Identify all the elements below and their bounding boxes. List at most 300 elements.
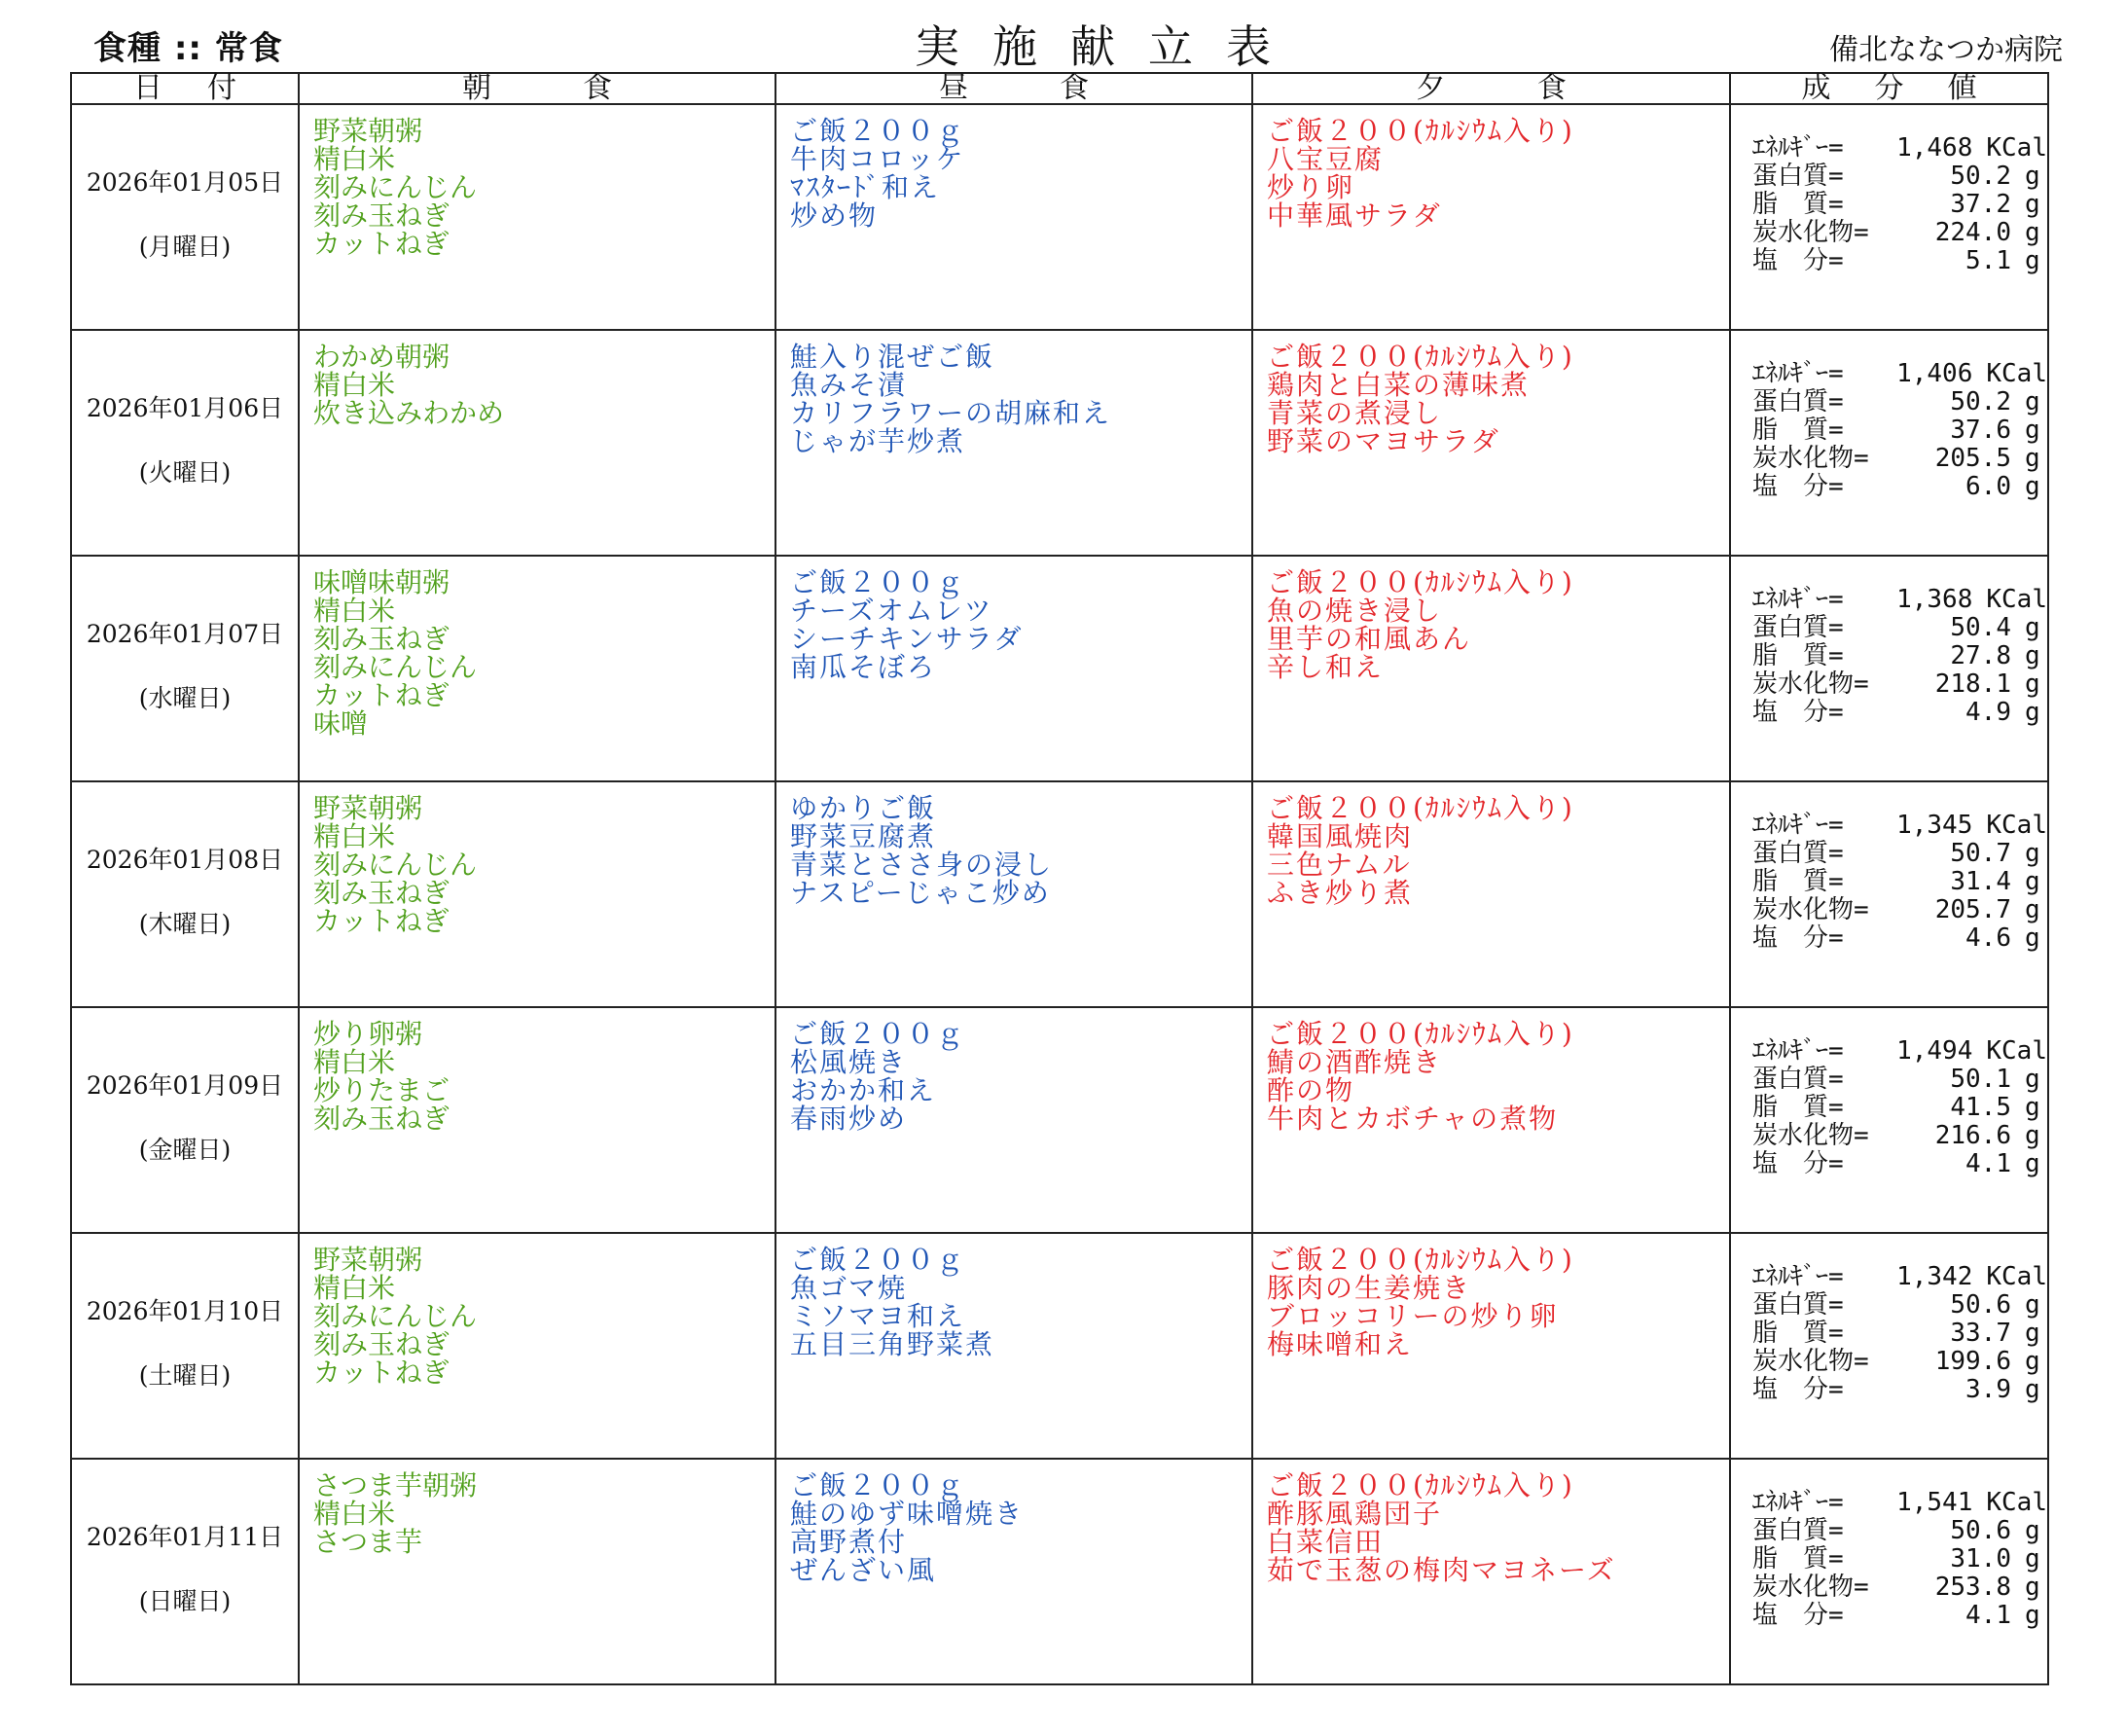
lunch-cell (775, 104, 1252, 330)
nutrition-row (1752, 614, 2047, 642)
nutrition-list (1731, 331, 2047, 501)
nutrient-value: 37.2 (1950, 190, 2011, 219)
nutrient-label: 炭水化物= (1752, 1121, 1869, 1150)
dinner-item: 三色ナムル (1267, 849, 1412, 881)
nutrient-label: 塩 分= (1752, 1601, 1844, 1630)
breakfast-item: 野菜朝粥 (313, 115, 423, 147)
dinner-item: 酢の物 (1267, 1074, 1355, 1106)
nutrient-label: 蛋白質= (1752, 1516, 1844, 1545)
breakfast-item: 刻み玉ねぎ (313, 877, 451, 909)
nutrient-label: 炭水化物= (1752, 444, 1869, 473)
nutrient-unit: g (2025, 444, 2040, 473)
nutrient-label: 塩 分= (1752, 698, 1844, 727)
lunch-cell (775, 556, 1252, 781)
dinner-item: 牛肉とカボチャの煮物 (1267, 1103, 1559, 1135)
nutrition-cell (1730, 330, 2048, 556)
nutrition-row (1752, 1122, 2047, 1150)
nutrient-value: 50.6 (1950, 1290, 2011, 1320)
dinner-item: 鯖の酒酢焼き (1267, 1046, 1443, 1078)
breakfast-item: 精白米 (313, 1272, 396, 1304)
lunch-items (776, 1460, 1251, 1584)
nutrient-label: ｴﾈﾙｷﾞｰ= (1752, 1488, 1844, 1517)
date-cell (71, 1233, 299, 1459)
nutrient-value: 4.6 (1965, 923, 2011, 953)
nutrient-value: 27.8 (1950, 641, 2011, 670)
nutrient-value: 1,406 (1896, 359, 1973, 388)
breakfast-item: 刻み玉ねぎ (313, 623, 451, 655)
nutrition-row (1752, 191, 2047, 219)
dinner-items (1253, 782, 1729, 907)
lunch-item: 野菜豆腐煮 (790, 820, 937, 852)
nutrition-cell (1730, 556, 2048, 781)
nutrient-value: 1,368 (1896, 585, 1973, 614)
dinner-item: 梅味噌和え (1267, 1328, 1414, 1360)
menu-body (71, 104, 2048, 1684)
dinner-item: 白菜信田 (1267, 1526, 1385, 1558)
lunch-item: ご飯２００ｇ (790, 115, 966, 147)
breakfast-items (300, 1008, 775, 1133)
dinner-item: 中華風サラダ (1267, 199, 1442, 232)
nutrient-label: 塩 分= (1752, 472, 1844, 501)
nutrition-row (1752, 1376, 2047, 1404)
breakfast-items (300, 1234, 775, 1387)
nutrient-unit: KCal (1986, 811, 2047, 840)
breakfast-item: カットねぎ (313, 1356, 450, 1389)
dinner-items (1253, 331, 1729, 455)
dinner-item: ご飯２００(ｶﾙｼｳﾑ入り) (1267, 566, 1574, 598)
header-nutrition-char: 値 (1947, 71, 1977, 105)
lunch-items (776, 1008, 1251, 1133)
nutrient-label: ｴﾈﾙｷﾞｰ= (1752, 585, 1844, 614)
nutrition-list (1731, 1460, 2047, 1630)
nutrient-unit: KCal (1986, 585, 2047, 614)
nutrient-value: 50.4 (1950, 613, 2011, 642)
lunch-item: シーチキンサラダ (790, 623, 1024, 655)
lunch-item: ぜんざい風 (790, 1554, 937, 1586)
nutrient-value: 50.6 (1950, 1516, 2011, 1545)
nutrient-label: 脂 質= (1752, 867, 1844, 896)
lunch-item: ご飯２００ｇ (790, 1244, 966, 1276)
breakfast-cell (299, 104, 775, 330)
breakfast-item: 刻み玉ねぎ (313, 1103, 451, 1135)
nutrition-row (1752, 1263, 2047, 1291)
nutrition-list (1731, 782, 2047, 953)
nutrient-unit: g (2025, 895, 2040, 924)
nutrient-value: 4.1 (1965, 1601, 2011, 1630)
weekday-text: (土曜日) (138, 1361, 232, 1390)
dinner-items (1253, 557, 1729, 681)
nutrition-row (1752, 1094, 2047, 1122)
breakfast-items (300, 1460, 775, 1556)
nutrient-unit: g (2025, 1375, 2040, 1404)
nutrient-value: 41.5 (1950, 1093, 2011, 1122)
dinner-item: 韓国風焼肉 (1267, 820, 1414, 852)
date-text: 2026年01月07日 (86, 620, 284, 648)
nutrient-label: 脂 質= (1752, 1093, 1844, 1122)
nutrition-row (1752, 924, 2047, 953)
lunch-item: 五目三角野菜煮 (790, 1328, 995, 1360)
weekday-text: (水曜日) (138, 684, 232, 712)
nutrient-label: 脂 質= (1752, 1319, 1844, 1348)
lunch-item: カリフラワーの胡麻和え (790, 397, 1112, 429)
nutrient-unit: g (2025, 218, 2040, 247)
breakfast-item: 野菜朝粥 (313, 792, 423, 824)
header-breakfast (299, 73, 775, 104)
dinner-item: 鶏肉と白菜の薄味煮 (1267, 369, 1531, 401)
breakfast-item: 精白米 (313, 820, 396, 852)
nutrition-row (1752, 642, 2047, 670)
nutrient-label: 塩 分= (1752, 923, 1844, 953)
breakfast-item: 精白米 (313, 1498, 396, 1530)
nutrition-row (1752, 388, 2047, 416)
dinner-cell (1252, 781, 1730, 1007)
lunch-item: 魚みそ漬 (790, 369, 908, 401)
lunch-item: チーズオムレツ (790, 595, 993, 627)
nutrition-row (1752, 1517, 2047, 1545)
date-text: 2026年01月10日 (86, 1297, 284, 1325)
nutrient-value: 253.8 (1934, 1573, 2011, 1602)
header-dinner-char: 食 (1536, 71, 1567, 105)
nutrient-label: 脂 質= (1752, 1544, 1844, 1573)
nutrient-label: 蛋白質= (1752, 613, 1844, 642)
nutrient-unit: KCal (1986, 1262, 2047, 1291)
breakfast-item: 味噌味朝粥 (313, 566, 451, 598)
date-text: 2026年01月06日 (86, 394, 284, 422)
nutrient-unit: g (2025, 190, 2040, 219)
table-row (71, 556, 2048, 781)
lunch-item: ﾏｽﾀｰﾄﾞ和え (790, 171, 941, 203)
nutrition-row (1752, 812, 2047, 840)
dinner-item: 茹で玉葱の梅肉マヨネーズ (1267, 1554, 1616, 1586)
breakfast-item: 刻みにんじん (313, 1300, 478, 1332)
dinner-item: 野菜のマヨサラダ (1267, 425, 1500, 457)
nutrient-label: 塩 分= (1752, 1375, 1844, 1404)
nutrient-value: 50.1 (1950, 1065, 2011, 1094)
header-dinner (1252, 73, 1730, 104)
nutrient-unit: g (2025, 698, 2040, 727)
dinner-cell (1252, 1233, 1730, 1459)
nutrient-value: 5.1 (1965, 246, 2011, 275)
nutrient-label: 炭水化物= (1752, 669, 1869, 699)
nutrition-row (1752, 896, 2047, 924)
weekday-text: (月曜日) (138, 233, 232, 261)
table-row (71, 1007, 2048, 1233)
page-title: 実施献立表 (915, 20, 1304, 73)
breakfast-item: 刻みにんじん (313, 171, 478, 203)
header-date-char: 日 (133, 71, 162, 105)
nutrition-row (1752, 1150, 2047, 1178)
lunch-items (776, 331, 1251, 455)
header-lunch-char: 昼 (939, 71, 968, 105)
date-cell (71, 330, 299, 556)
dinner-items (1253, 1234, 1729, 1358)
lunch-items (776, 557, 1251, 681)
lunch-item: ナスピーじゃこ炒め (790, 877, 1051, 909)
breakfast-item: カットねぎ (313, 228, 450, 260)
nutrient-value: 31.0 (1950, 1544, 2011, 1573)
dinner-item: ご飯２００(ｶﾙｼｳﾑ入り) (1267, 1469, 1574, 1501)
nutrient-label: 炭水化物= (1752, 1347, 1869, 1376)
header-nutrition-char: 分 (1874, 71, 1904, 105)
lunch-cell (775, 781, 1252, 1007)
dinner-item: 豚肉の生姜焼き (1267, 1272, 1472, 1304)
table-row (71, 781, 2048, 1007)
nutrition-list (1731, 1008, 2047, 1178)
dinner-cell (1252, 1007, 1730, 1233)
breakfast-item: 刻みにんじん (313, 651, 478, 683)
nutrient-value: 1,468 (1896, 133, 1973, 163)
nutrient-value: 205.7 (1934, 895, 2011, 924)
table-header-row (71, 73, 2048, 104)
table-row (71, 1459, 2048, 1684)
lunch-item: ご飯２００ｇ (790, 1018, 966, 1050)
nutrition-row (1752, 445, 2047, 473)
date-text: 2026年01月11日 (86, 1523, 284, 1551)
date-text: 2026年01月09日 (86, 1071, 284, 1100)
lunch-item: じゃが芋炒煮 (790, 425, 966, 457)
nutrition-row (1752, 163, 2047, 191)
date-cell (71, 781, 299, 1007)
breakfast-item: 精白米 (313, 143, 396, 175)
nutrition-row (1752, 1573, 2047, 1602)
meal-type-label: 食種 :: 常食 (93, 29, 283, 68)
header-nutrition (1730, 73, 2048, 104)
lunch-item: ご飯２００ｇ (790, 566, 966, 598)
lunch-item: ゆかりご飯 (790, 792, 937, 824)
nutrition-row (1752, 586, 2047, 614)
nutrient-label: ｴﾈﾙｷﾞｰ= (1752, 1036, 1844, 1066)
nutrient-unit: g (2025, 246, 2040, 275)
nutrition-row (1752, 1291, 2047, 1320)
nutrition-row (1752, 416, 2047, 445)
table-row (71, 1233, 2048, 1459)
dinner-item: 里芋の和風あん (1267, 623, 1472, 655)
breakfast-item: さつま芋朝粥 (313, 1469, 478, 1501)
lunch-item: 炒め物 (790, 199, 879, 232)
dinner-item: 青菜の煮浸し (1267, 397, 1443, 429)
nutrient-unit: g (2025, 1290, 2040, 1320)
nutrition-row (1752, 670, 2047, 699)
dinner-item: ご飯２００(ｶﾙｼｳﾑ入り) (1267, 1244, 1574, 1276)
nutrient-unit: g (2025, 387, 2040, 416)
nutrient-unit: g (2025, 1093, 2040, 1122)
nutrition-row (1752, 1489, 2047, 1517)
nutrition-row (1752, 1348, 2047, 1376)
lunch-cell (775, 330, 1252, 556)
lunch-items (776, 105, 1251, 230)
nutrient-value: 4.9 (1965, 698, 2011, 727)
nutrient-value: 4.1 (1965, 1149, 2011, 1178)
nutrient-unit: g (2025, 1065, 2040, 1094)
nutrient-label: 蛋白質= (1752, 162, 1844, 191)
nutrition-cell (1730, 1459, 2048, 1684)
dinner-item: 酢豚風鶏団子 (1267, 1498, 1443, 1530)
date-cell (71, 1007, 299, 1233)
breakfast-item: 精白米 (313, 1046, 396, 1078)
dinner-item: 八宝豆腐 (1267, 143, 1385, 175)
nutrient-value: 224.0 (1934, 218, 2011, 247)
menu-table (70, 72, 2049, 1685)
nutrient-unit: g (2025, 1601, 2040, 1630)
nutrient-value: 37.6 (1950, 416, 2011, 445)
date-cell (71, 104, 299, 330)
nutrient-unit: KCal (1986, 1488, 2047, 1517)
header-nutrition-char: 成 (1801, 71, 1831, 105)
dinner-cell (1252, 330, 1730, 556)
breakfast-item: 刻みにんじん (313, 849, 478, 881)
breakfast-item: さつま芋 (313, 1526, 423, 1558)
nutrient-label: 蛋白質= (1752, 839, 1844, 868)
dinner-item: ご飯２００(ｶﾙｼｳﾑ入り) (1267, 115, 1574, 147)
nutrient-unit: g (2025, 416, 2040, 445)
breakfast-item: 野菜朝粥 (313, 1244, 423, 1276)
nutrient-unit: g (2025, 1544, 2040, 1573)
nutrition-list (1731, 105, 2047, 275)
nutrient-value: 218.1 (1934, 669, 2011, 699)
header-breakfast-char: 食 (583, 71, 612, 105)
nutrient-value: 1,345 (1896, 811, 1973, 840)
nutrient-label: 脂 質= (1752, 641, 1844, 670)
lunch-items (776, 1234, 1251, 1358)
breakfast-item: 炊き込みわかめ (313, 397, 505, 429)
lunch-item: 春雨炒め (790, 1103, 908, 1135)
header-date (71, 73, 299, 104)
nutrition-cell (1730, 1007, 2048, 1233)
nutrient-value: 205.5 (1934, 444, 2011, 473)
lunch-cell (775, 1007, 1252, 1233)
dinner-items (1253, 105, 1729, 230)
breakfast-item: 炒りたまご (313, 1074, 451, 1106)
lunch-item: おかか和え (790, 1074, 937, 1106)
dinner-item: ご飯２００(ｶﾙｼｳﾑ入り) (1267, 1018, 1574, 1050)
breakfast-item: 精白米 (313, 369, 396, 401)
hospital-name: 備北ななつか病院 (1829, 33, 2063, 67)
dinner-item: ふき炒り煮 (1267, 877, 1414, 909)
lunch-cell (775, 1233, 1252, 1459)
date-text: 2026年01月08日 (86, 846, 284, 874)
nutrient-label: 塩 分= (1752, 1149, 1844, 1178)
breakfast-item: 刻み玉ねぎ (313, 199, 451, 232)
nutrient-unit: g (2025, 1319, 2040, 1348)
nutrient-unit: KCal (1986, 133, 2047, 163)
nutrient-unit: g (2025, 839, 2040, 868)
table-row (71, 330, 2048, 556)
nutrition-row (1752, 473, 2047, 501)
nutrient-unit: g (2025, 472, 2040, 501)
nutrition-row (1752, 219, 2047, 247)
nutrient-unit: g (2025, 923, 2040, 953)
lunch-item: 魚ゴマ焼 (790, 1272, 908, 1304)
header-date-char: 付 (207, 71, 236, 105)
nutrition-row (1752, 247, 2047, 275)
nutrient-label: ｴﾈﾙｷﾞｰ= (1752, 811, 1844, 840)
nutrient-label: ｴﾈﾙｷﾞｰ= (1752, 359, 1844, 388)
nutrient-label: 炭水化物= (1752, 895, 1869, 924)
nutrient-label: ｴﾈﾙｷﾞｰ= (1752, 1262, 1844, 1291)
breakfast-cell (299, 1233, 775, 1459)
lunch-item: 牛肉コロッケ (790, 143, 965, 175)
breakfast-items (300, 105, 775, 258)
nutrition-row (1752, 840, 2047, 868)
nutrient-value: 3.9 (1965, 1375, 2011, 1404)
dinner-item: 辛し和え (1267, 651, 1385, 683)
nutrient-label: 蛋白質= (1752, 1065, 1844, 1094)
nutrient-value: 50.7 (1950, 839, 2011, 868)
weekday-text: (金曜日) (138, 1136, 232, 1164)
nutrition-list (1731, 557, 2047, 727)
nutrient-label: ｴﾈﾙｷﾞｰ= (1752, 133, 1844, 163)
nutrient-value: 1,494 (1896, 1036, 1973, 1066)
nutrition-row (1752, 868, 2047, 896)
nutrient-value: 50.2 (1950, 162, 2011, 191)
nutrition-cell (1730, 781, 2048, 1007)
breakfast-items (300, 557, 775, 738)
nutrition-row (1752, 699, 2047, 727)
nutrient-unit: g (2025, 1347, 2040, 1376)
nutrient-value: 216.6 (1934, 1121, 2011, 1150)
nutrient-value: 50.2 (1950, 387, 2011, 416)
nutrient-label: 脂 質= (1752, 190, 1844, 219)
header-breakfast-char: 朝 (462, 71, 491, 105)
lunch-item: ミソマヨ和え (790, 1300, 966, 1332)
breakfast-item: 味噌 (313, 707, 369, 740)
nutrient-unit: KCal (1986, 359, 2047, 388)
nutrient-label: 蛋白質= (1752, 387, 1844, 416)
breakfast-cell (299, 1007, 775, 1233)
nutrient-unit: g (2025, 867, 2040, 896)
nutrition-row (1752, 1066, 2047, 1094)
nutrition-cell (1730, 1233, 2048, 1459)
weekday-text: (日曜日) (138, 1587, 232, 1615)
nutrient-unit: g (2025, 613, 2040, 642)
nutrient-unit: g (2025, 1516, 2040, 1545)
nutrition-row (1752, 134, 2047, 163)
lunch-item: 青菜とささ身の浸し (790, 849, 1054, 881)
lunch-item: 松風焼き (790, 1046, 908, 1078)
dinner-items (1253, 1008, 1729, 1133)
breakfast-item: 刻み玉ねぎ (313, 1328, 451, 1360)
breakfast-cell (299, 1459, 775, 1684)
nutrient-unit: KCal (1986, 1036, 2047, 1066)
lunch-item: 鮭入り混ぜご飯 (790, 341, 995, 373)
dinner-item: 炒り卵 (1267, 171, 1355, 203)
dinner-item: 魚の焼き浸し (1267, 595, 1443, 627)
breakfast-item: カットねぎ (313, 905, 450, 937)
nutrition-list (1731, 1234, 2047, 1404)
nutrient-label: 炭水化物= (1752, 1573, 1869, 1602)
nutrient-label: 炭水化物= (1752, 218, 1869, 247)
nutrient-value: 6.0 (1965, 472, 2011, 501)
lunch-item: 高野煮付 (790, 1526, 908, 1558)
nutrient-unit: g (2025, 1573, 2040, 1602)
dinner-cell (1252, 104, 1730, 330)
dinner-item: ご飯２００(ｶﾙｼｳﾑ入り) (1267, 792, 1574, 824)
nutrient-value: 199.6 (1934, 1347, 2011, 1376)
nutrient-unit: g (2025, 669, 2040, 699)
dinner-cell (1252, 556, 1730, 781)
nutrition-row (1752, 1602, 2047, 1630)
lunch-item: ご飯２００ｇ (790, 1469, 966, 1501)
date-cell (71, 1459, 299, 1684)
nutrition-row (1752, 1545, 2047, 1573)
nutrient-unit: g (2025, 162, 2040, 191)
nutrient-value: 31.4 (1950, 867, 2011, 896)
breakfast-items (300, 331, 775, 427)
nutrient-value: 1,541 (1896, 1488, 1973, 1517)
header-dinner-char: 夕 (1416, 71, 1446, 105)
lunch-item: 南瓜そぼろ (790, 651, 937, 683)
nutrient-unit: g (2025, 1149, 2040, 1178)
